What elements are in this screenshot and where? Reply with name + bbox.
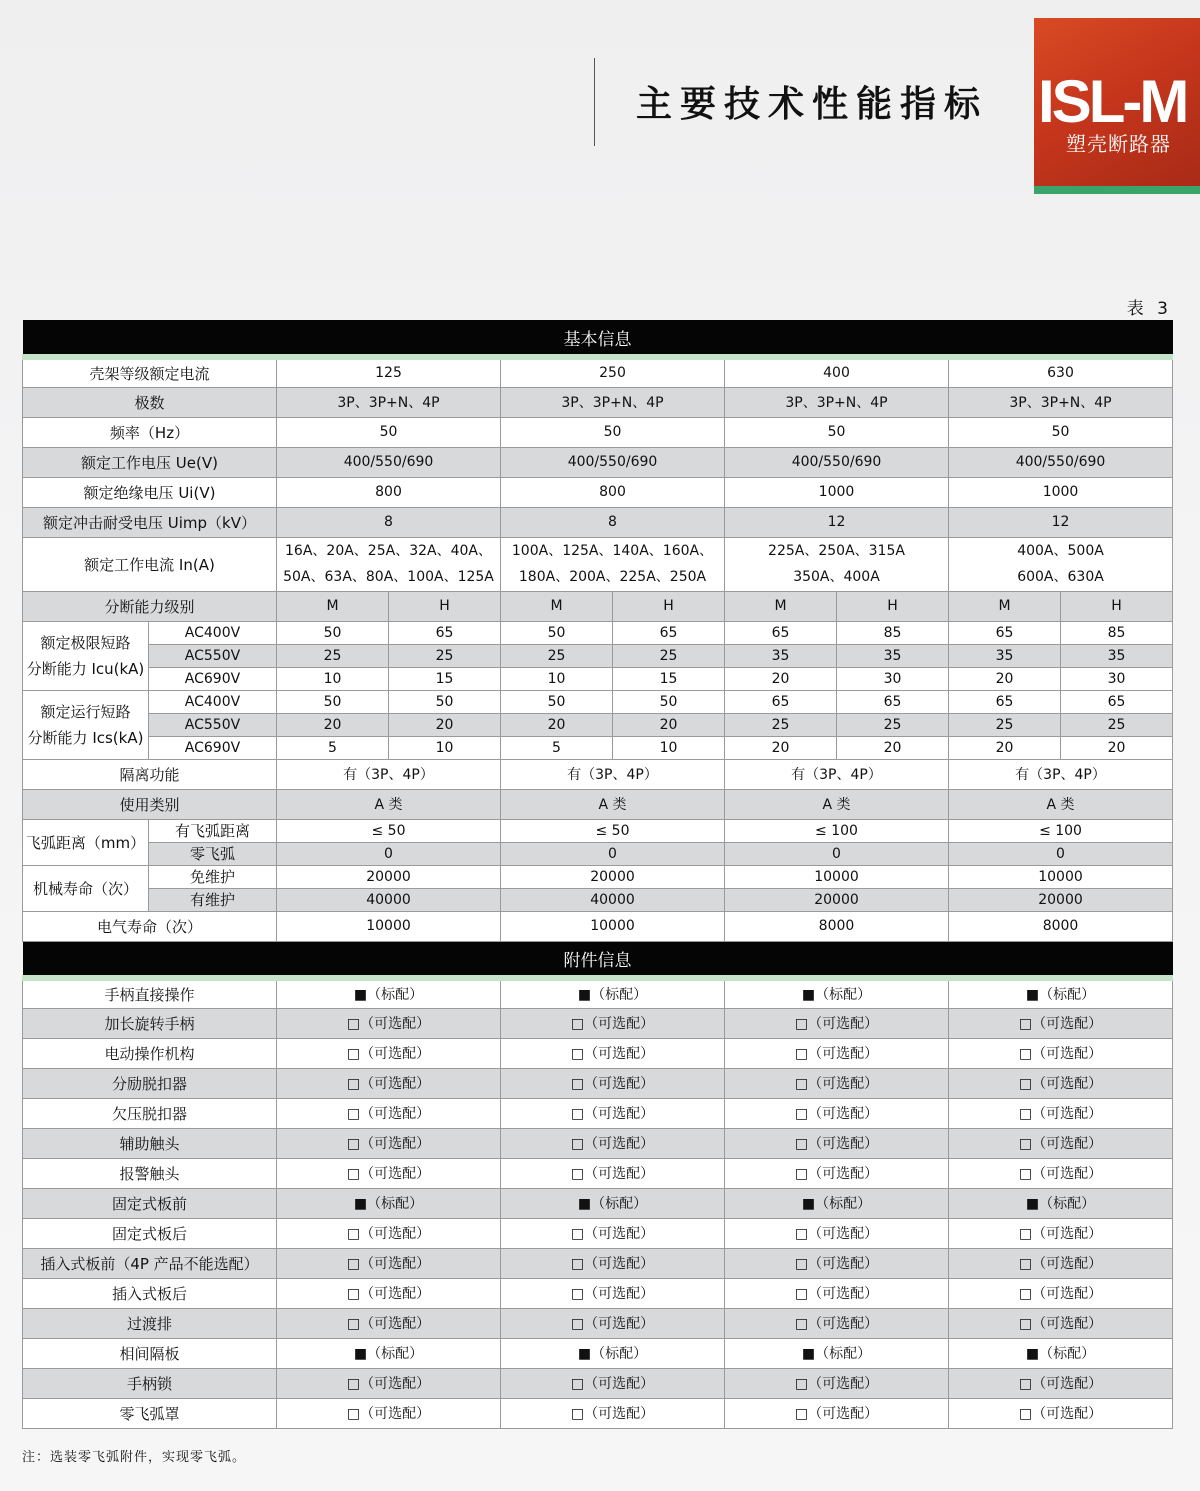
cell-line: 50A、63A、80A、100A、125A [283, 569, 494, 585]
table-cell: 40000 [501, 888, 725, 911]
accessory-status: □（可选配） [725, 1098, 949, 1128]
table-row [23, 357, 1173, 387]
table-cell: 85 [837, 621, 949, 644]
cell-line: 600A、630A [1017, 569, 1104, 585]
accessory-label: 报警触头 [23, 1158, 277, 1188]
table-cell: 50 [389, 690, 501, 713]
arc-label: 飞弧距离（mm） [23, 819, 149, 865]
accessory-status: □（可选配） [277, 1278, 501, 1308]
table-cell: 3P、3P+N、4P [725, 387, 949, 417]
table-cell: 20 [389, 713, 501, 736]
table-cell: 50 [277, 690, 389, 713]
accessory-row [23, 1278, 1173, 1308]
table-cell: 有（3P、4P） [277, 759, 501, 789]
logo-stripe [1034, 186, 1200, 194]
table-cell: 20 [837, 736, 949, 759]
accessory-row [23, 1338, 1173, 1368]
table-cell: 20 [1061, 736, 1173, 759]
table-cell: 20000 [725, 888, 949, 911]
table-cell: 65 [1061, 690, 1173, 713]
table-cell: ≤ 50 [277, 819, 501, 842]
voltage-label: AC400V [149, 690, 277, 713]
section-title: 附件信息 [23, 941, 1173, 978]
accessory-label: 插入式板后 [23, 1278, 277, 1308]
logo-model: ISL-M [1038, 68, 1187, 135]
accessory-status: □（可选配） [725, 1008, 949, 1038]
table-cell: 5 [277, 736, 389, 759]
table-cell: 0 [277, 842, 501, 865]
accessory-status: □（可选配） [725, 1398, 949, 1428]
accessory-label: 辅助触头 [23, 1128, 277, 1158]
accessory-status: □（可选配） [949, 1068, 1173, 1098]
table-cell: 400/550/690 [725, 447, 949, 477]
mech-label: 机械寿命（次） [23, 865, 149, 911]
table-cell: 30 [837, 667, 949, 690]
cell-line: 225A、250A、315A [768, 543, 905, 559]
table-cell: 0 [501, 842, 725, 865]
accessory-status: □（可选配） [277, 1128, 501, 1158]
table-cell: 800 [277, 477, 501, 507]
table-row-isolation [23, 759, 1173, 789]
table-cell: 10000 [501, 911, 725, 941]
accessory-status: ■（标配） [501, 978, 725, 1008]
table-cell: A 类 [725, 789, 949, 819]
table-cell: 25 [613, 644, 725, 667]
row-label: 频率（Hz） [23, 417, 277, 447]
table-cell: 20 [949, 736, 1061, 759]
table-cell: 25 [725, 713, 837, 736]
table-cell: 65 [389, 621, 501, 644]
cell-line: 400A、500A [1017, 543, 1104, 559]
table-cell: 50 [277, 621, 389, 644]
accessory-status: □（可选配） [725, 1158, 949, 1188]
accessory-status: □（可选配） [725, 1218, 949, 1248]
table-cell: A 类 [949, 789, 1173, 819]
accessory-row [23, 1038, 1173, 1068]
sub-label: 零飞弧 [149, 842, 277, 865]
accessory-status: □（可选配） [725, 1308, 949, 1338]
table-cell: 25 [1061, 713, 1173, 736]
accessory-row [23, 1158, 1173, 1188]
table-cell [501, 537, 725, 591]
accessory-status: □（可选配） [501, 1098, 725, 1128]
table-cell: 10000 [949, 865, 1173, 888]
sub-label: 有维护 [149, 888, 277, 911]
section-header-basic [23, 320, 1173, 357]
cell-line: 100A、125A、140A、160A、 [511, 543, 714, 559]
table-cell: 0 [949, 842, 1173, 865]
table-row-icu [23, 667, 1173, 690]
accessory-status: □（可选配） [277, 1248, 501, 1278]
accessory-row [23, 1398, 1173, 1428]
footnote: 注：选装零飞弧附件，实现零飞弧。 [22, 1450, 247, 1465]
accessory-row [23, 1248, 1173, 1278]
accessory-status: □（可选配） [949, 1308, 1173, 1338]
table-cell: 1000 [949, 477, 1173, 507]
icu-label [23, 621, 149, 690]
row-label: 壳架等级额定电流 [23, 357, 277, 387]
table-cell: 65 [613, 621, 725, 644]
accessory-status: □（可选配） [501, 1278, 725, 1308]
table-cell: 8 [277, 507, 501, 537]
table-cell: 10 [277, 667, 389, 690]
accessory-status: ■（标配） [725, 1338, 949, 1368]
section-header-accessories [23, 941, 1173, 978]
row-label: 额定冲击耐受电压 Uimp（kV） [23, 507, 277, 537]
table-cell: 250 [501, 357, 725, 387]
table-cell: 有（3P、4P） [501, 759, 725, 789]
table-cell: 25 [389, 644, 501, 667]
table-row-mech [23, 888, 1173, 911]
table-cell [725, 537, 949, 591]
table-cell: 10000 [277, 911, 501, 941]
table-cell: H [1061, 591, 1173, 621]
table-cell: 50 [725, 417, 949, 447]
accessory-label: 固定式板前 [23, 1188, 277, 1218]
accessory-status: □（可选配） [277, 1098, 501, 1128]
accessory-status: □（可选配） [949, 1278, 1173, 1308]
cell-line: 180A、200A、225A、250A [518, 569, 707, 585]
accessory-status: □（可选配） [949, 1398, 1173, 1428]
table-cell: ≤ 100 [725, 819, 949, 842]
table-cell: H [613, 591, 725, 621]
header-divider [594, 58, 595, 146]
accessory-label: 固定式板后 [23, 1218, 277, 1248]
accessory-label: 手柄直接操作 [23, 978, 277, 1008]
table-cell: 12 [949, 507, 1173, 537]
accessory-label: 相间隔板 [23, 1338, 277, 1368]
accessory-status: □（可选配） [949, 1008, 1173, 1038]
table-cell: 3P、3P+N、4P [949, 387, 1173, 417]
accessory-status: □（可选配） [277, 1008, 501, 1038]
accessory-status: □（可选配） [501, 1308, 725, 1338]
table-cell: 10 [501, 667, 613, 690]
accessory-row [23, 1188, 1173, 1218]
accessory-status: ■（标配） [501, 1338, 725, 1368]
table-cell: 50 [613, 690, 725, 713]
table-cell: A 类 [501, 789, 725, 819]
accessory-status: □（可选配） [277, 1308, 501, 1338]
spec-table [22, 320, 1173, 1429]
table-cell: 8000 [725, 911, 949, 941]
table-cell: 40000 [277, 888, 501, 911]
table-cell: 1000 [725, 477, 949, 507]
row-label: 隔离功能 [23, 759, 277, 789]
accessory-row [23, 1008, 1173, 1038]
page-title: 主要技术性能指标 [636, 84, 989, 125]
table-cell: 10 [389, 736, 501, 759]
table-cell: 25 [837, 713, 949, 736]
table-cell: 35 [837, 644, 949, 667]
accessory-status: □（可选配） [725, 1278, 949, 1308]
table-cell: 3P、3P+N、4P [277, 387, 501, 417]
table-cell: 65 [949, 690, 1061, 713]
table-row-current [23, 537, 1173, 591]
cell-line: 16A、20A、25A、32A、40A、 [285, 543, 492, 559]
cell-line: 350A、400A [793, 569, 880, 585]
accessory-label: 零飞弧罩 [23, 1398, 277, 1428]
accessory-status: □（可选配） [949, 1038, 1173, 1068]
accessory-label: 插入式板前（4P 产品不能选配） [23, 1248, 277, 1278]
table-cell: 10000 [725, 865, 949, 888]
row-label: 分断能力级别 [23, 591, 277, 621]
accessory-status: ■（标配） [725, 1188, 949, 1218]
accessory-status: □（可选配） [501, 1158, 725, 1188]
table-cell: 50 [501, 417, 725, 447]
table-number: 表 3 [1126, 299, 1172, 319]
row-label: 额定工作电压 Ue(V) [23, 447, 277, 477]
table-cell: 20 [949, 667, 1061, 690]
accessory-status: □（可选配） [725, 1038, 949, 1068]
accessory-status: □（可选配） [277, 1218, 501, 1248]
voltage-label: AC550V [149, 644, 277, 667]
table-cell: 30 [1061, 667, 1173, 690]
table-cell: 65 [725, 621, 837, 644]
table-row-arc [23, 819, 1173, 842]
table-cell: 35 [1061, 644, 1173, 667]
cell-line: 额定运行短路 [40, 702, 131, 721]
table-cell: 400/550/690 [501, 447, 725, 477]
table-row-ics [23, 713, 1173, 736]
table-cell: 65 [949, 621, 1061, 644]
row-label: 电气寿命（次） [23, 911, 277, 941]
table-cell: 20 [501, 713, 613, 736]
table-cell: 15 [613, 667, 725, 690]
table-cell: H [389, 591, 501, 621]
accessory-status: □（可选配） [501, 1368, 725, 1398]
table-row-mech [23, 865, 1173, 888]
table-row-elec [23, 911, 1173, 941]
accessory-status: □（可选配） [501, 1008, 725, 1038]
table-cell: 5 [501, 736, 613, 759]
table-cell: 有（3P、4P） [949, 759, 1173, 789]
voltage-label: AC550V [149, 713, 277, 736]
table-cell: 8000 [949, 911, 1173, 941]
accessory-status: □（可选配） [501, 1398, 725, 1428]
table-row-breaking-level [23, 591, 1173, 621]
table-cell: 630 [949, 357, 1173, 387]
accessory-status: □（可选配） [501, 1068, 725, 1098]
accessory-status: □（可选配） [277, 1068, 501, 1098]
table-cell: 0 [725, 842, 949, 865]
sub-label: 免维护 [149, 865, 277, 888]
accessory-status: ■（标配） [949, 978, 1173, 1008]
table-row [23, 507, 1173, 537]
table-cell: ≤ 50 [501, 819, 725, 842]
table-row [23, 387, 1173, 417]
cell-line: 分断能力 Ics(kA) [27, 728, 144, 747]
table-cell: 25 [277, 644, 389, 667]
table-row [23, 447, 1173, 477]
accessory-label: 过渡排 [23, 1308, 277, 1338]
table-cell: 20 [725, 667, 837, 690]
table-row-category [23, 789, 1173, 819]
table-cell: M [949, 591, 1061, 621]
accessory-row [23, 1218, 1173, 1248]
sub-label: 有飞弧距离 [149, 819, 277, 842]
table-cell: A 类 [277, 789, 501, 819]
accessory-row [23, 1128, 1173, 1158]
table-cell: 8 [501, 507, 725, 537]
accessory-label: 加长旋转手柄 [23, 1008, 277, 1038]
accessory-status: □（可选配） [725, 1368, 949, 1398]
cell-line: 分断能力 Icu(kA) [26, 659, 145, 678]
accessory-status: □（可选配） [949, 1218, 1173, 1248]
table-row [23, 417, 1173, 447]
accessory-status: □（可选配） [501, 1218, 725, 1248]
accessory-status: □（可选配） [949, 1098, 1173, 1128]
accessory-status: □（可选配） [501, 1248, 725, 1278]
table-row-ics [23, 736, 1173, 759]
table-cell: 25 [949, 713, 1061, 736]
table-row-arc [23, 842, 1173, 865]
accessory-row [23, 1098, 1173, 1128]
row-label: 额定工作电流 In(A) [23, 537, 277, 591]
accessory-row [23, 1308, 1173, 1338]
brand-logo [1034, 18, 1200, 194]
table-cell: 800 [501, 477, 725, 507]
voltage-label: AC690V [149, 736, 277, 759]
table-cell: 10 [613, 736, 725, 759]
table-cell: M [501, 591, 613, 621]
accessory-status: ■（标配） [949, 1188, 1173, 1218]
row-label: 使用类别 [23, 789, 277, 819]
accessory-status: □（可选配） [949, 1158, 1173, 1188]
table-cell: 125 [277, 357, 501, 387]
table-cell: M [725, 591, 837, 621]
accessory-status: ■（标配） [277, 978, 501, 1008]
accessory-row [23, 1368, 1173, 1398]
table-cell: 20000 [949, 888, 1173, 911]
table-cell: 20000 [277, 865, 501, 888]
table-cell [277, 537, 501, 591]
table-cell: 85 [1061, 621, 1173, 644]
accessory-status: □（可选配） [501, 1038, 725, 1068]
accessory-row [23, 978, 1173, 1008]
table-cell: M [277, 591, 389, 621]
accessory-status: ■（标配） [725, 978, 949, 1008]
table-row-icu [23, 644, 1173, 667]
row-label: 额定绝缘电压 Ui(V) [23, 477, 277, 507]
accessory-status: ■（标配） [277, 1188, 501, 1218]
table-cell [949, 537, 1173, 591]
table-cell: 12 [725, 507, 949, 537]
accessory-status: □（可选配） [949, 1128, 1173, 1158]
table-cell: H [837, 591, 949, 621]
ics-label [23, 690, 149, 759]
accessory-status: □（可选配） [277, 1368, 501, 1398]
logo-subtitle: 塑壳断路器 [1066, 132, 1171, 156]
table-cell: 3P、3P+N、4P [501, 387, 725, 417]
accessory-label: 分励脱扣器 [23, 1068, 277, 1098]
table-row [23, 477, 1173, 507]
accessory-status: □（可选配） [725, 1248, 949, 1278]
accessory-status: □（可选配） [949, 1248, 1173, 1278]
accessory-status: □（可选配） [725, 1128, 949, 1158]
table-cell: 35 [725, 644, 837, 667]
table-row-icu [23, 621, 1173, 644]
voltage-label: AC400V [149, 621, 277, 644]
table-cell: 20 [725, 736, 837, 759]
table-cell: 50 [501, 621, 613, 644]
row-label: 极数 [23, 387, 277, 417]
accessory-status: □（可选配） [501, 1128, 725, 1158]
table-cell: 65 [725, 690, 837, 713]
table-cell: 400/550/690 [949, 447, 1173, 477]
table-cell: 有（3P、4P） [725, 759, 949, 789]
table-cell: 50 [949, 417, 1173, 447]
accessory-row [23, 1068, 1173, 1098]
table-row-ics [23, 690, 1173, 713]
accessory-status: ■（标配） [949, 1338, 1173, 1368]
voltage-label: AC690V [149, 667, 277, 690]
table-cell: 50 [277, 417, 501, 447]
table-cell: 35 [949, 644, 1061, 667]
accessory-status: □（可选配） [725, 1068, 949, 1098]
table-cell: 15 [389, 667, 501, 690]
accessory-status: ■（标配） [277, 1338, 501, 1368]
table-cell: 65 [837, 690, 949, 713]
accessory-label: 电动操作机构 [23, 1038, 277, 1068]
accessory-status: □（可选配） [949, 1368, 1173, 1398]
accessory-status: □（可选配） [277, 1038, 501, 1068]
accessory-label: 欠压脱扣器 [23, 1098, 277, 1128]
accessory-status: ■（标配） [501, 1188, 725, 1218]
table-cell: 25 [501, 644, 613, 667]
table-cell: 400 [725, 357, 949, 387]
table-cell: 20 [277, 713, 389, 736]
section-title: 基本信息 [23, 320, 1173, 357]
accessory-status: □（可选配） [277, 1158, 501, 1188]
cell-line: 额定极限短路 [40, 633, 131, 652]
table-cell: ≤ 100 [949, 819, 1173, 842]
accessory-label: 手柄锁 [23, 1368, 277, 1398]
table-cell: 20000 [501, 865, 725, 888]
accessory-status: □（可选配） [277, 1398, 501, 1428]
table-cell: 400/550/690 [277, 447, 501, 477]
table-cell: 50 [501, 690, 613, 713]
table-cell: 20 [613, 713, 725, 736]
